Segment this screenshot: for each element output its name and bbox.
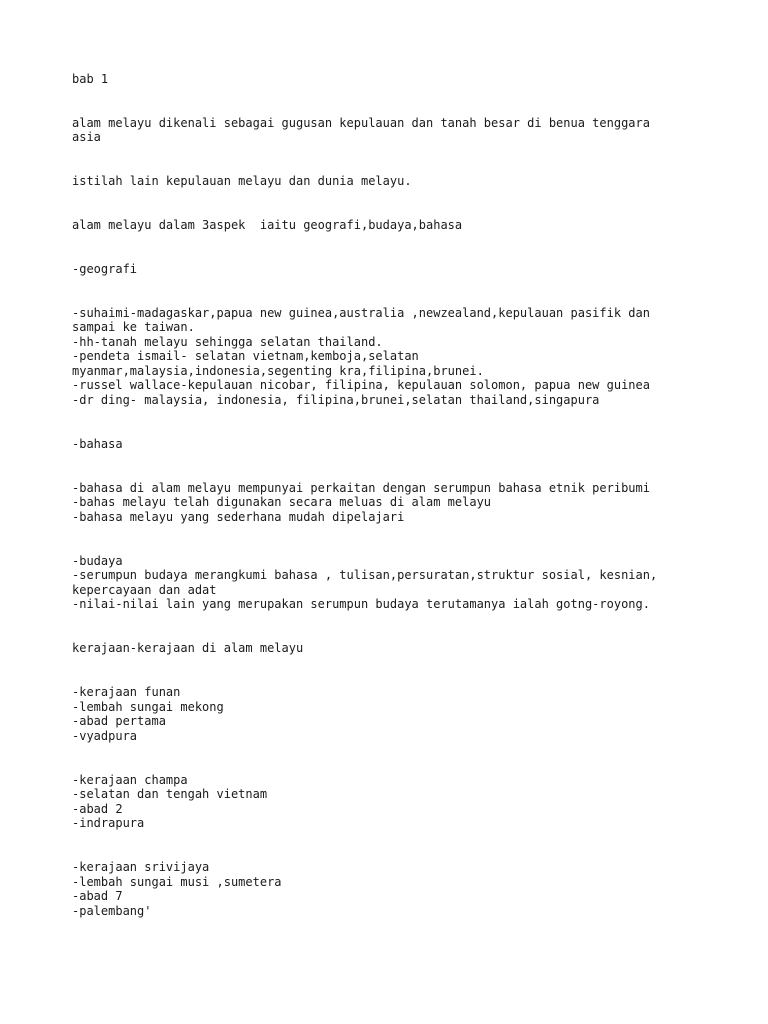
text-line: -vyadpura xyxy=(72,728,138,743)
text-line: -kerajaan funan xyxy=(72,684,181,699)
blank-line xyxy=(72,101,712,116)
blank-line xyxy=(72,451,712,466)
text-line: -abad 2 xyxy=(72,801,123,816)
text-line: -kerajaan srivijaya xyxy=(72,860,210,875)
blank-line xyxy=(72,845,712,860)
text-line: -dr ding- malaysia, indonesia, filipina,brunei,selatan thailand,singapura xyxy=(72,393,600,408)
blank-line xyxy=(72,233,712,248)
text-line: kerajaan-kerajaan di alam melayu xyxy=(72,641,304,656)
text-line: kepercayaan dan adat xyxy=(72,582,217,597)
blank-line xyxy=(72,656,712,671)
blank-line xyxy=(72,612,712,627)
blank-line xyxy=(72,743,712,758)
text-line: -lembah sungai musi ,sumetera xyxy=(72,874,282,889)
blank-line xyxy=(72,466,712,481)
text-line: -geografi xyxy=(72,261,138,276)
text-line: -abad pertama xyxy=(72,714,166,729)
text-line: -abad 7 xyxy=(72,889,123,904)
blank-line xyxy=(72,539,712,554)
blank-line xyxy=(72,160,712,175)
text-line: -palembang' xyxy=(72,903,152,918)
blank-line xyxy=(72,87,712,102)
text-line: -bahas melayu telah digunakan secara meluas di alam melayu xyxy=(72,495,492,510)
blank-line xyxy=(72,758,712,773)
blank-line xyxy=(72,291,712,306)
blank-line xyxy=(72,276,712,291)
document-page xyxy=(72,72,712,918)
text-line: -pendeta ismail- selatan vietnam,kemboja,selatan xyxy=(72,349,419,364)
text-line: alam melayu dikenali sebagai gugusan kepulauan dan tanah besar di benua tenggara xyxy=(72,115,650,130)
text-line: -budaya xyxy=(72,553,123,568)
text-line: myanmar,malaysia,indonesia,segenting kra,filipina,brunei. xyxy=(72,363,484,378)
text-line: -serumpun budaya merangkumi bahasa , tulisan,persuratan,struktur sosial, kesnian, xyxy=(72,568,658,583)
text-line: sampai ke taiwan. xyxy=(72,320,195,335)
text-line: -bahasa di alam melayu mempunyai perkaitan dengan serumpun bahasa etnik peribumi xyxy=(72,480,650,495)
text-line: -bahasa melayu yang sederhana mudah dipelajari xyxy=(72,509,405,524)
blank-line xyxy=(72,831,712,846)
blank-line xyxy=(72,408,712,423)
blank-line xyxy=(72,422,712,437)
text-line: -hh-tanah melayu sehingga selatan thailand. xyxy=(72,334,383,349)
text-line: -nilai-nilai lain yang merupakan serumpun budaya terutamanya ialah gotng-royong. xyxy=(72,597,650,612)
blank-line xyxy=(72,203,712,218)
blank-line xyxy=(72,145,712,160)
blank-line xyxy=(72,670,712,685)
text-line: -suhaimi-madagaskar,papua new guinea,australia ,newzealand,kepulauan pasifik dan xyxy=(72,305,650,320)
blank-line xyxy=(72,627,712,642)
text-line: istilah lain kepulauan melayu dan dunia melayu. xyxy=(72,174,412,189)
text-line: -indrapura xyxy=(72,816,145,831)
text-line: -lembah sungai mekong xyxy=(72,699,224,714)
text-line: -bahasa xyxy=(72,436,123,451)
text-line: bab 1 xyxy=(72,72,109,86)
text-line: -selatan dan tengah vietnam xyxy=(72,787,268,802)
text-line: asia xyxy=(72,130,101,145)
blank-line xyxy=(72,524,712,539)
blank-line xyxy=(72,247,712,262)
text-line: -russel wallace-kepulauan nicobar, filipina, kepulauan solomon, papua new guinea xyxy=(72,378,650,393)
blank-line xyxy=(72,189,712,204)
text-line: -kerajaan champa xyxy=(72,772,188,787)
text-line: alam melayu dalam 3aspek iaitu geografi,budaya,bahasa xyxy=(72,217,463,232)
